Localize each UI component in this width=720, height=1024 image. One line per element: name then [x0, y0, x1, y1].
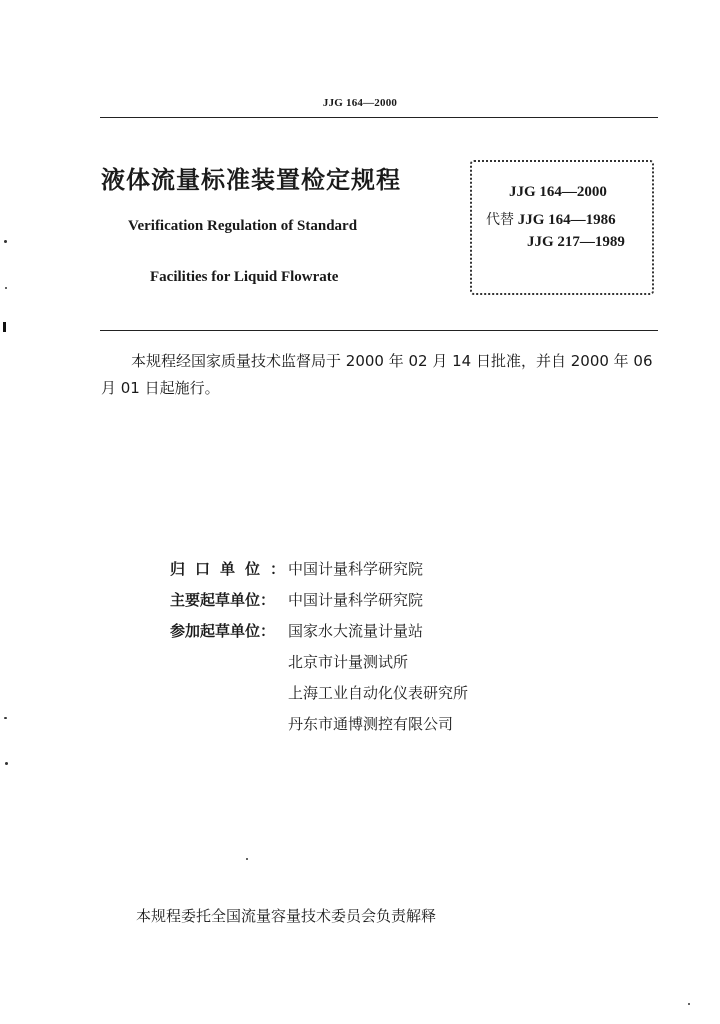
scan-speck — [3, 322, 6, 332]
scan-speck — [688, 1003, 690, 1005]
middle-rule — [100, 330, 658, 331]
unit-row-main-drafter — [170, 584, 468, 615]
drafting-units — [170, 553, 468, 739]
unit-row-participating-4 — [170, 708, 468, 739]
participating-value: 北京市计量测试所 — [288, 653, 409, 671]
scan-speck — [246, 858, 248, 860]
unit-row-responsible — [170, 553, 468, 584]
participating-value: 国家水大流量计量站 — [288, 622, 424, 640]
unit-row-participating-3 — [170, 677, 468, 708]
code-replaces-line — [486, 209, 616, 229]
main-drafter-value: 中国计量科学研究院 — [288, 591, 424, 609]
code-current: JJG 164—2000 — [509, 184, 607, 200]
scan-speck — [4, 240, 7, 243]
participating-value: 丹东市通博测控有限公司 — [288, 715, 454, 733]
main-drafter-label: 主要起草单位： — [170, 591, 276, 609]
running-header: JJG 164—2000 — [322, 97, 398, 109]
title-english-line-1: Verification Regulation of Standard — [128, 218, 358, 234]
standard-code-box — [470, 160, 654, 295]
scan-speck — [5, 762, 8, 765]
scan-speck — [4, 717, 7, 719]
code-replaced-1: JJG 164—1986 — [514, 212, 616, 228]
scan-speck — [5, 287, 7, 289]
unit-row-participating-1 — [170, 615, 468, 646]
unit-row-participating-2 — [170, 646, 468, 677]
code-replaces-prefix: 代替 — [486, 212, 514, 228]
responsible-value: 中国计量科学研究院 — [288, 560, 424, 578]
title-english-line-2: Facilities for Liquid Flowrate — [150, 269, 339, 285]
participating-label: 参加起草单位： — [170, 622, 276, 640]
participating-value: 上海工业自动化仪表研究所 — [288, 684, 469, 702]
approval-paragraph: 本规程经国家质量技术监督局于 2000 年 02 月 14 日批准，并自 2000 年 06 月 01 日起施行。 — [101, 352, 653, 397]
top-rule — [100, 117, 658, 118]
title-chinese: 液体流量标准装置检定规程 — [101, 166, 401, 194]
code-replaced-2: JJG 217—1989 — [527, 234, 625, 250]
interpretation-footer: 本规程委托全国流量容量技术委员会负责解释 — [136, 907, 437, 925]
responsible-label: 归口单位： — [170, 560, 296, 578]
